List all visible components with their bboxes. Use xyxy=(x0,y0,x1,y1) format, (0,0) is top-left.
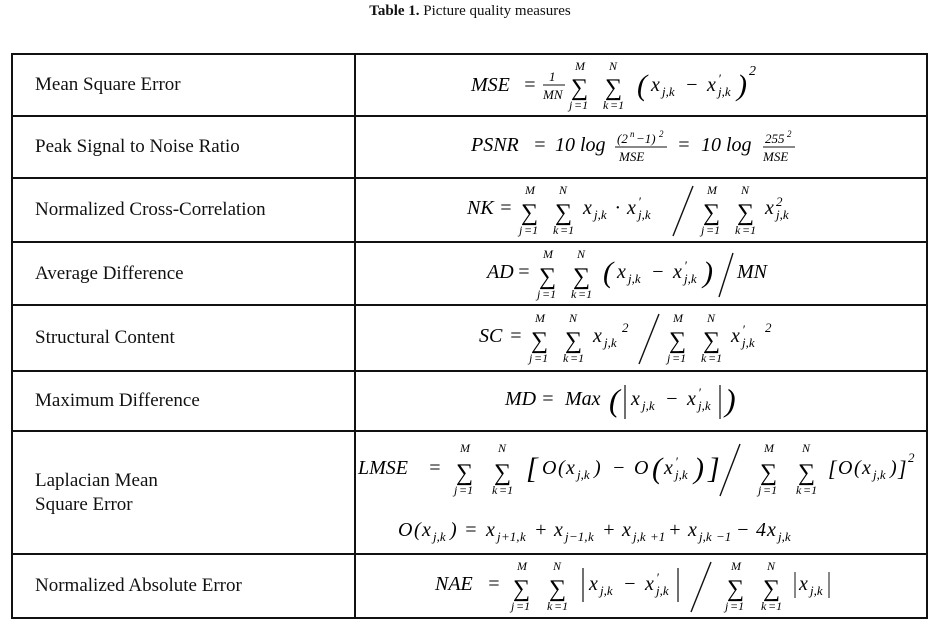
svg-text:x: x xyxy=(631,388,640,410)
svg-text:=: = xyxy=(499,197,513,219)
svg-text:j,k: j,k xyxy=(698,398,711,413)
svg-text:PSNR: PSNR xyxy=(471,134,519,156)
svg-text:j,k: j,k xyxy=(594,207,607,222)
caption-text: Picture quality measures xyxy=(423,3,571,19)
svg-text:−: − xyxy=(612,456,626,479)
svg-text:10 log: 10 log xyxy=(555,134,606,156)
svg-text:j: j xyxy=(454,482,458,497)
svg-text:x: x xyxy=(651,74,660,96)
svg-text:j: j xyxy=(701,223,705,237)
svg-text:j,k: j,k xyxy=(675,466,688,482)
svg-text:M: M xyxy=(731,559,741,573)
svg-text:x: x xyxy=(486,518,495,541)
svg-text:=1: =1 xyxy=(459,482,474,497)
svg-text:M: M xyxy=(764,440,774,455)
svg-text:N: N xyxy=(553,559,562,573)
svg-text:j,k: j,k xyxy=(699,528,712,544)
svg-text:N: N xyxy=(767,559,776,573)
svg-text:=: = xyxy=(533,134,547,156)
svg-text:]: ] xyxy=(708,451,720,485)
svg-text:∑: ∑ xyxy=(760,459,778,486)
svg-text:=1: =1 xyxy=(672,351,687,365)
svg-text:k: k xyxy=(588,528,594,544)
svg-text:−: − xyxy=(736,518,750,541)
svg-text:(: ( xyxy=(652,451,662,485)
svg-text:j: j xyxy=(667,351,671,365)
svg-text:=1: =1 xyxy=(542,286,557,301)
svg-text:M: M xyxy=(525,183,535,197)
svg-text:j: j xyxy=(758,482,762,497)
svg-text:k: k xyxy=(701,351,707,365)
svg-text:·: · xyxy=(615,197,620,219)
svg-text:j,k: j,k xyxy=(600,583,613,598)
formula-md xyxy=(491,375,791,427)
svg-text:MN: MN xyxy=(737,260,767,283)
svg-text:M: M xyxy=(543,246,553,261)
measure-name-line2: Square Error xyxy=(35,493,133,515)
svg-text:j,k: j,k xyxy=(577,466,590,482)
svg-text:x: x xyxy=(731,325,740,347)
svg-text:): ) xyxy=(694,451,704,485)
svg-text:2: 2 xyxy=(659,129,664,139)
svg-text:x: x xyxy=(422,518,431,541)
svg-text:x: x xyxy=(589,573,598,595)
svg-text:j: j xyxy=(519,223,523,237)
caption-label: Table 1. xyxy=(369,3,420,19)
svg-text:=1: =1 xyxy=(570,351,585,365)
svg-text:x: x xyxy=(566,456,575,479)
svg-text:255: 255 xyxy=(765,131,785,146)
svg-text:M: M xyxy=(535,311,545,325)
measure-name xyxy=(12,431,355,554)
svg-text:O: O xyxy=(398,518,413,541)
svg-text:′: ′ xyxy=(638,194,641,209)
svg-text:x: x xyxy=(554,518,563,541)
svg-text:(: ( xyxy=(558,456,565,479)
svg-text:MSE: MSE xyxy=(763,149,789,164)
svg-text:j,k: j,k xyxy=(604,335,617,350)
svg-text:k: k xyxy=(796,482,802,497)
svg-text:j,k: j,k xyxy=(778,528,791,544)
svg-text:k: k xyxy=(553,223,559,237)
measure-formula xyxy=(355,431,927,554)
formula-nk xyxy=(441,180,841,240)
svg-text:(: ( xyxy=(637,69,647,102)
quality-measures-table xyxy=(11,53,928,619)
svg-text:=1: =1 xyxy=(706,223,721,237)
svg-text:∑: ∑ xyxy=(727,576,745,602)
svg-text:x: x xyxy=(645,573,654,595)
svg-text:x: x xyxy=(862,456,871,479)
svg-text:=1: =1 xyxy=(730,599,745,613)
svg-text:=: = xyxy=(517,260,531,283)
svg-text:O: O xyxy=(634,456,649,479)
svg-text:=1: =1 xyxy=(803,482,818,497)
svg-text:MD: MD xyxy=(505,388,537,410)
svg-text:=: = xyxy=(487,573,501,595)
svg-text:10 log: 10 log xyxy=(701,134,752,156)
svg-text:): ) xyxy=(890,456,897,479)
formula-ad xyxy=(471,245,811,303)
measure-name: Peak Signal to Noise Ratio xyxy=(12,116,355,178)
svg-text:x: x xyxy=(673,260,682,283)
svg-text:): ) xyxy=(594,456,601,479)
svg-text:MN: MN xyxy=(543,87,563,102)
svg-text:+1: +1 xyxy=(650,528,666,544)
svg-text:∑: ∑ xyxy=(555,200,573,226)
svg-text:k: k xyxy=(603,98,609,112)
measure-name-line1: Laplacian Mean xyxy=(35,469,158,491)
svg-text:M: M xyxy=(673,311,683,325)
svg-text:j,k: j,k xyxy=(684,270,697,286)
svg-text:+: + xyxy=(534,518,548,541)
svg-text:j: j xyxy=(565,528,569,544)
svg-text:n: n xyxy=(630,129,635,139)
table-row xyxy=(12,305,927,371)
svg-text:j,k: j,k xyxy=(810,583,823,598)
svg-text:2: 2 xyxy=(765,320,772,335)
svg-text:x: x xyxy=(767,518,776,541)
svg-text:x: x xyxy=(593,325,602,347)
svg-text:j,k: j,k xyxy=(628,270,641,286)
svg-text:]: ] xyxy=(898,455,907,481)
measure-formula xyxy=(355,554,927,618)
svg-text:=1: =1 xyxy=(708,351,723,365)
svg-text:AD: AD xyxy=(487,260,514,283)
svg-text:∑: ∑ xyxy=(549,576,567,602)
svg-text:M: M xyxy=(707,183,717,197)
svg-text:x: x xyxy=(799,573,808,595)
svg-text:−: − xyxy=(651,260,665,283)
svg-text:j,k: j,k xyxy=(642,398,655,413)
svg-text:NAE: NAE xyxy=(435,573,473,595)
svg-text:MSE: MSE xyxy=(619,149,645,164)
table-row xyxy=(12,178,927,242)
svg-text:+: + xyxy=(602,518,616,541)
svg-text:j: j xyxy=(511,599,515,613)
svg-text:∑: ∑ xyxy=(573,263,591,290)
measure-name: Maximum Difference xyxy=(12,371,355,431)
svg-text:=1: =1 xyxy=(578,286,593,301)
svg-text:N: N xyxy=(577,246,586,261)
svg-text:j: j xyxy=(537,286,541,301)
table-caption xyxy=(0,3,934,20)
svg-text:′: ′ xyxy=(675,453,678,469)
svg-text:2: 2 xyxy=(787,129,792,139)
svg-text:=: = xyxy=(523,74,537,96)
svg-text:x: x xyxy=(627,197,636,219)
svg-text:∑: ∑ xyxy=(605,75,623,101)
svg-text:=1: =1 xyxy=(768,599,783,613)
svg-text:j,k: j,k xyxy=(718,84,731,99)
svg-text:[: [ xyxy=(828,455,837,481)
svg-text:O: O xyxy=(542,456,557,479)
svg-text:j: j xyxy=(529,351,533,365)
svg-text:j,k: j,k xyxy=(662,84,675,99)
svg-text:4: 4 xyxy=(756,518,766,541)
svg-text:(: ( xyxy=(603,255,613,289)
svg-text:): ) xyxy=(737,69,747,102)
measure-formula xyxy=(355,371,927,431)
svg-text:∑: ∑ xyxy=(521,200,539,226)
svg-text:j,k: j,k xyxy=(742,335,755,350)
table-row xyxy=(12,116,927,178)
svg-text:j: j xyxy=(725,599,729,613)
table-row xyxy=(12,431,927,554)
svg-text:): ) xyxy=(450,518,457,541)
svg-text:x: x xyxy=(583,197,592,219)
svg-text:N: N xyxy=(707,311,716,325)
svg-text:′: ′ xyxy=(656,570,659,585)
svg-text:O: O xyxy=(838,456,853,479)
svg-text:M: M xyxy=(460,440,470,455)
svg-text:j,k: j,k xyxy=(776,207,789,222)
svg-text:): ) xyxy=(703,255,713,289)
svg-text:j,k: j,k xyxy=(656,583,669,598)
svg-text:−: − xyxy=(623,573,637,595)
svg-text:∑: ∑ xyxy=(737,200,755,226)
measure-formula xyxy=(355,54,927,116)
svg-text:N: N xyxy=(569,311,578,325)
svg-text:2: 2 xyxy=(622,320,629,335)
svg-text:2: 2 xyxy=(908,449,915,465)
svg-text:−1): −1) xyxy=(636,131,656,146)
measure-name: Mean Square Error xyxy=(12,54,355,116)
svg-text:+1,: +1, xyxy=(501,528,520,544)
svg-text:=1: =1 xyxy=(560,223,575,237)
measure-name: Normalized Absolute Error xyxy=(12,554,355,618)
formula-mse xyxy=(461,57,821,113)
svg-text:2: 2 xyxy=(776,194,783,209)
svg-text:j,k: j,k xyxy=(433,528,446,544)
svg-text:=1: =1 xyxy=(524,223,539,237)
svg-text:=: = xyxy=(677,134,691,156)
svg-text:∑: ∑ xyxy=(531,328,549,354)
svg-text:LMSE: LMSE xyxy=(358,456,408,479)
svg-text:j,k: j,k xyxy=(633,528,646,544)
svg-text:SC: SC xyxy=(479,325,503,347)
svg-text:k: k xyxy=(571,286,577,301)
svg-text:′: ′ xyxy=(698,385,701,400)
svg-text:j: j xyxy=(569,98,573,112)
svg-text:(: ( xyxy=(609,382,620,418)
svg-text:x: x xyxy=(687,388,696,410)
svg-text:−: − xyxy=(665,388,679,410)
svg-text:k: k xyxy=(761,599,767,613)
table-row xyxy=(12,554,927,618)
svg-text:N: N xyxy=(609,59,618,73)
svg-text:∑: ∑ xyxy=(456,459,474,486)
svg-text:−1: −1 xyxy=(716,528,732,544)
svg-text:−: − xyxy=(685,74,699,96)
formula-sc xyxy=(461,308,821,368)
svg-text:=1: =1 xyxy=(554,599,569,613)
svg-text:k: k xyxy=(547,599,553,613)
measure-formula xyxy=(355,178,927,242)
svg-text:(: ( xyxy=(414,518,421,541)
svg-text:′: ′ xyxy=(742,322,745,337)
svg-text:∑: ∑ xyxy=(494,459,512,486)
svg-text:=1: =1 xyxy=(534,351,549,365)
measure-name: Normalized Cross-Correlation xyxy=(12,178,355,242)
svg-text:N: N xyxy=(559,183,568,197)
svg-text:∑: ∑ xyxy=(703,200,721,226)
svg-text:x: x xyxy=(622,518,631,541)
svg-text:=1: =1 xyxy=(574,98,589,112)
svg-text:1: 1 xyxy=(549,69,556,84)
formula-psnr xyxy=(451,121,831,173)
svg-text:′: ′ xyxy=(684,257,687,273)
svg-text:∑: ∑ xyxy=(565,328,583,354)
svg-text:MSE: MSE xyxy=(471,74,510,96)
svg-text:x: x xyxy=(617,260,626,283)
svg-text:x: x xyxy=(707,74,716,96)
measure-name: Average Difference xyxy=(12,242,355,305)
svg-text:j,k: j,k xyxy=(873,466,886,482)
svg-text:M: M xyxy=(575,59,585,73)
svg-text:): ) xyxy=(725,382,736,418)
svg-text:k: k xyxy=(492,482,498,497)
table-row xyxy=(12,371,927,431)
svg-text:=: = xyxy=(509,325,523,347)
svg-text:(: ( xyxy=(854,456,861,479)
svg-text:k: k xyxy=(520,528,526,544)
svg-text:=1: =1 xyxy=(742,223,757,237)
svg-text:∑: ∑ xyxy=(571,75,589,101)
table-row xyxy=(12,242,927,305)
svg-text:Max: Max xyxy=(565,388,601,410)
svg-text:∑: ∑ xyxy=(513,576,531,602)
svg-text:=1: =1 xyxy=(499,482,514,497)
svg-text:=1: =1 xyxy=(763,482,778,497)
svg-text:+: + xyxy=(668,518,682,541)
svg-text:∑: ∑ xyxy=(798,459,816,486)
svg-text:N: N xyxy=(741,183,750,197)
svg-text:j: j xyxy=(497,528,501,544)
svg-text:k: k xyxy=(735,223,741,237)
svg-text:∑: ∑ xyxy=(763,576,781,602)
svg-text:′: ′ xyxy=(718,71,721,86)
svg-text:−1,: −1, xyxy=(569,528,588,544)
svg-text:k: k xyxy=(563,351,569,365)
measure-formula xyxy=(355,242,927,305)
svg-text:x: x xyxy=(765,197,774,219)
svg-text:j,k: j,k xyxy=(638,207,651,222)
svg-text:x: x xyxy=(664,456,673,479)
formula-lmse xyxy=(356,434,934,552)
svg-text:=: = xyxy=(541,388,555,410)
svg-text:=1: =1 xyxy=(516,599,531,613)
measure-formula xyxy=(355,305,927,371)
svg-text:[: [ xyxy=(526,451,538,485)
svg-text:∑: ∑ xyxy=(669,328,687,354)
svg-text:=1: =1 xyxy=(610,98,625,112)
measure-formula xyxy=(355,116,927,178)
svg-text:(2: (2 xyxy=(617,131,628,146)
svg-text:M: M xyxy=(517,559,527,573)
svg-text:2: 2 xyxy=(749,64,756,79)
svg-text:=: = xyxy=(428,456,442,479)
svg-text:N: N xyxy=(498,440,507,455)
svg-text:∑: ∑ xyxy=(703,328,721,354)
svg-text:∑: ∑ xyxy=(539,263,557,290)
svg-text:=: = xyxy=(464,518,478,541)
table-row xyxy=(12,54,927,116)
formula-nae xyxy=(431,556,851,616)
svg-text:N: N xyxy=(802,440,811,455)
svg-text:NK: NK xyxy=(467,197,494,219)
measure-name: Structural Content xyxy=(12,305,355,371)
svg-text:x: x xyxy=(688,518,697,541)
